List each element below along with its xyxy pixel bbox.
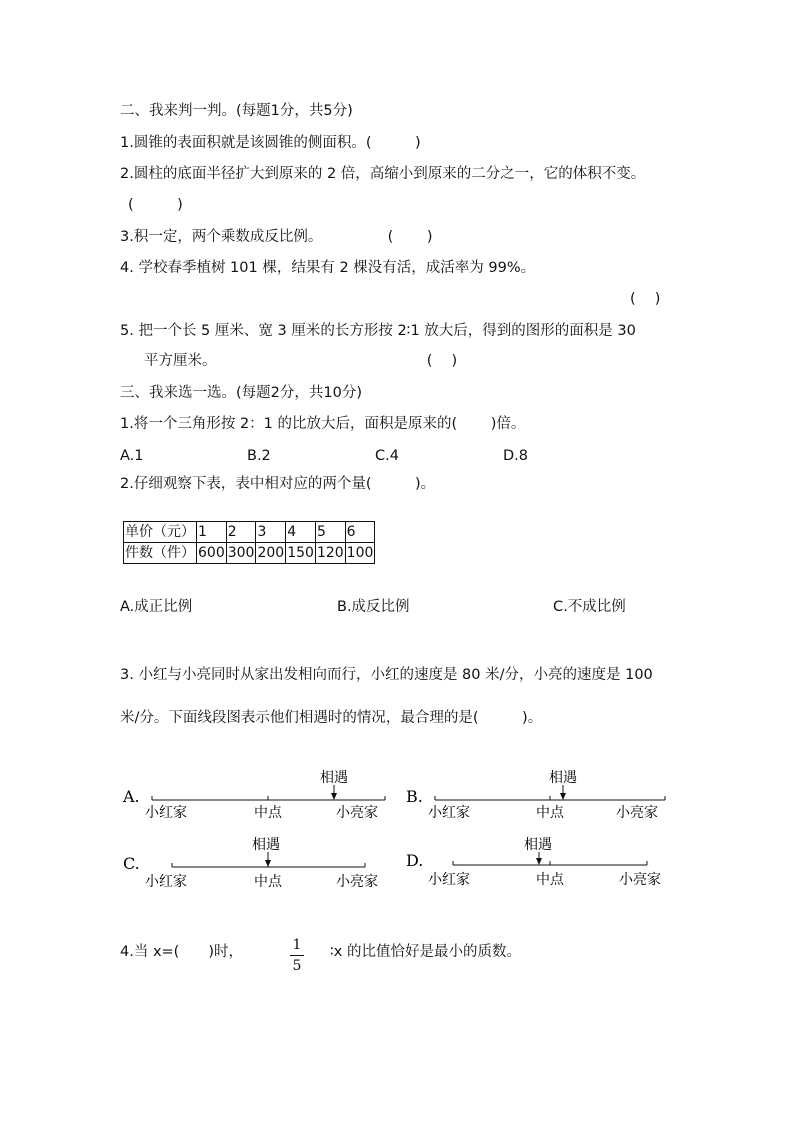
diagram-c-label: C. [123,854,140,873]
diagram-d-label: D. [406,851,424,870]
section2-question-5-line-2: 平方厘米。 ( ) [144,353,458,369]
section3-question-2: 2.仔细观察下表，表中相对应的两个量( )。 [120,476,436,492]
section2-question-3: 3.积一定，两个乘数成反比例。 ( ) [120,229,433,245]
section3-heading: 三、我来选一选。(每题2分，共10分) [120,385,362,401]
right-home-label: 小亮家 [336,805,378,821]
section3-question-4-suffix: ∶x 的比值恰好是最小的质数。 [330,944,521,960]
table-cell: 单价（元） [124,522,197,543]
fraction-numerator: 1 [292,937,302,953]
section3-question-2-option-a: A.成正比例 [120,599,193,615]
left-home-label: 小红家 [428,805,470,821]
section2-question-5-line-1: 5. 把一个长 5 厘米、宽 3 厘米的长方形按 2∶1 放大后，得到的图形的面积是 30 [120,323,636,339]
diagram-b [403,765,673,825]
section2-question-2-answer-paren: ( ) [128,197,183,213]
left-home-label: 小红家 [145,874,187,890]
right-home-label: 小亮家 [336,874,378,890]
table-cell: 4 [286,522,316,543]
table-cell: 150 [286,543,316,564]
section3-question-4-prefix: 4.当 x=( )时， [120,944,243,960]
section3-question-1-option-a: A.1 [120,448,144,464]
section2-question-4-answer-paren: ( ) [630,291,661,307]
table-cell: 5 [315,522,345,543]
table-cell: 100 [345,543,375,564]
section2-question-2: 2.圆柱的底面半径扩大到原来的 2 倍，高缩小到原来的二分之一，它的体积不变。 [120,166,646,182]
meet-label: 相遇 [320,770,348,786]
left-home-label: 小红家 [428,872,470,888]
table-cell: 200 [256,543,286,564]
arrow-head-icon [331,793,337,800]
midpoint-label: 中点 [536,805,564,821]
section3-question-1-option-d: D.8 [503,448,528,464]
midpoint-label: 中点 [536,872,564,888]
section3-question-1: 1.将一个三角形按 2：1 的比放大后，面积是原来的( )倍。 [120,416,526,432]
section3-question-1-option-b: B.2 [247,448,271,464]
section3-question-3-line-2: 米/分。下面线段图表示他们相遇时的情况，最合理的是( )。 [120,710,543,726]
section3-question-2-option-c: C.不成比例 [553,599,626,615]
diagram-b-label: B. [406,787,423,806]
section2-question-4: 4. 学校春季植树 101 棵，结果有 2 棵没有活，成活率为 99%。 [120,260,536,276]
table-cell: 6 [345,522,375,543]
table-cell: 1 [197,522,227,543]
right-home-label: 小亮家 [619,872,661,888]
left-home-label: 小红家 [145,805,187,821]
meet-label: 相遇 [549,770,577,786]
fraction-one-fifth [290,936,304,975]
fraction-denominator: 5 [292,958,302,974]
section3-question-2-option-b: B.成反比例 [337,599,410,615]
table-cell: 600 [197,543,227,564]
section3-question-1-option-c: C.4 [375,448,399,464]
arrow-head-icon [265,860,271,867]
section2-question-1: 1.圆锥的表面积就是该圆锥的侧面积。( ) [120,135,421,151]
midpoint-label: 中点 [254,805,282,821]
table-row [124,522,375,543]
table-row [124,543,375,564]
meet-label: 相遇 [252,837,280,853]
diagram-c [120,832,390,892]
arrow-head-icon [536,858,542,865]
table-cell: 3 [256,522,286,543]
diagram-a-label: A. [123,787,140,806]
price-quantity-table [123,521,375,564]
table-cell: 120 [315,543,345,564]
diagram-d [403,832,673,892]
section2-heading: 二、我来判一判。(每题1分，共5分) [120,103,353,119]
table-cell: 件数（件） [124,543,197,564]
midpoint-label: 中点 [254,874,282,890]
arrow-head-icon [560,793,566,800]
table-cell: 300 [226,543,256,564]
table-cell: 2 [226,522,256,543]
meet-label: 相遇 [524,837,552,853]
right-home-label: 小亮家 [616,805,658,821]
section3-question-3-line-1: 3. 小红与小亮同时从家出发相向而行，小红的速度是 80 米/分，小亮的速度是 100 [120,667,653,683]
fraction-bar [290,955,304,956]
diagram-a [120,765,390,825]
